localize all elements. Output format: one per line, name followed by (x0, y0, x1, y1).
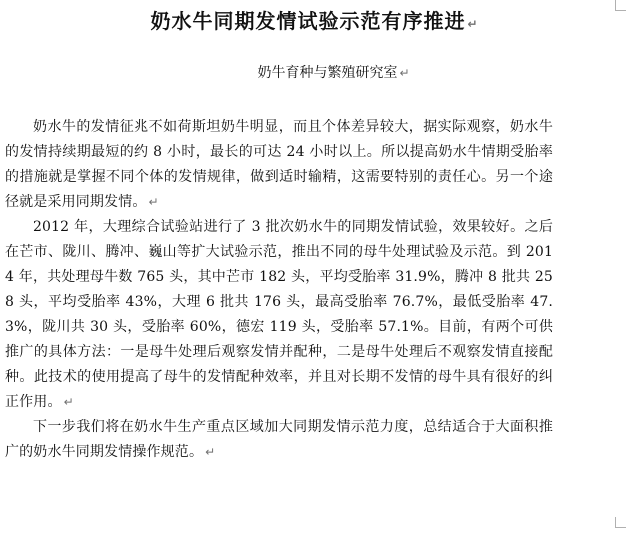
paragraph-mark-icon: ↵ (205, 445, 216, 459)
paragraph-text: 下一步我们将在奶水牛生产重点区域加大同期发情示范力度，总结适合于大面积推广的奶水牛同期发情操作规范。 (5, 419, 553, 460)
paragraph-text: 奶水牛的发情征兆不如荷斯坦奶牛明显，而且个体差异较大，据实际观察，奶水牛的发情持续期最短的约 8 小时，最长的可达 24 小时以上。所以提高奶水牛情期受胎率的措施就是掌握不同个体的发情规律，做到适时输精，这需要特别的责任心。另一个途径就是采用同期发情。 (5, 119, 553, 210)
paragraph-mark-icon: ↵ (148, 195, 159, 209)
paragraph-text: 2012 年，大理综合试验站进行了 3 批次奶水牛的同期发情试验，效果较好。之后在芒市、陇川、腾冲、巍山等扩大试验示范，推出不同的母牛处理试验及示范。到 2014 年，共处理母牛数 765 头，其中芒市 182 头，平均受胎率 31.9%，腾冲 8 批共 258 头，平均受胎率 43%，大理 6 批共 176 头，最高受胎率 76.7%，最低受胎率 47.3%，陇川共 30 头，受胎率 60%，德宏 119 头，受胎率 57.1%。目前，有两个可供推广的具体方法：一是母牛处理后观察发情并配种，二是母牛处理后不观察发情直接配种。此技术的使用提高了母牛的发情配种效率，并且对长期不发情的母牛具有很好的纠正作用。 (5, 219, 553, 410)
author-text: 奶牛育种与繁殖研究室 (257, 65, 398, 81)
title-text: 奶水牛同期发情试验示范有序推进 (150, 9, 466, 33)
document-body (5, 115, 553, 465)
page-margin-corner-mark (615, 0, 626, 11)
paragraph-1 (5, 115, 553, 215)
paragraph-mark-icon: ↵ (63, 395, 74, 409)
page-margin-corner-mark (615, 517, 626, 528)
document-title (0, 6, 629, 39)
paragraph-3 (5, 415, 553, 465)
paragraph-2 (5, 215, 553, 415)
paragraph-mark-icon: ↵ (467, 17, 479, 31)
author-line (0, 60, 629, 86)
paragraph-mark-icon: ↵ (399, 66, 410, 80)
